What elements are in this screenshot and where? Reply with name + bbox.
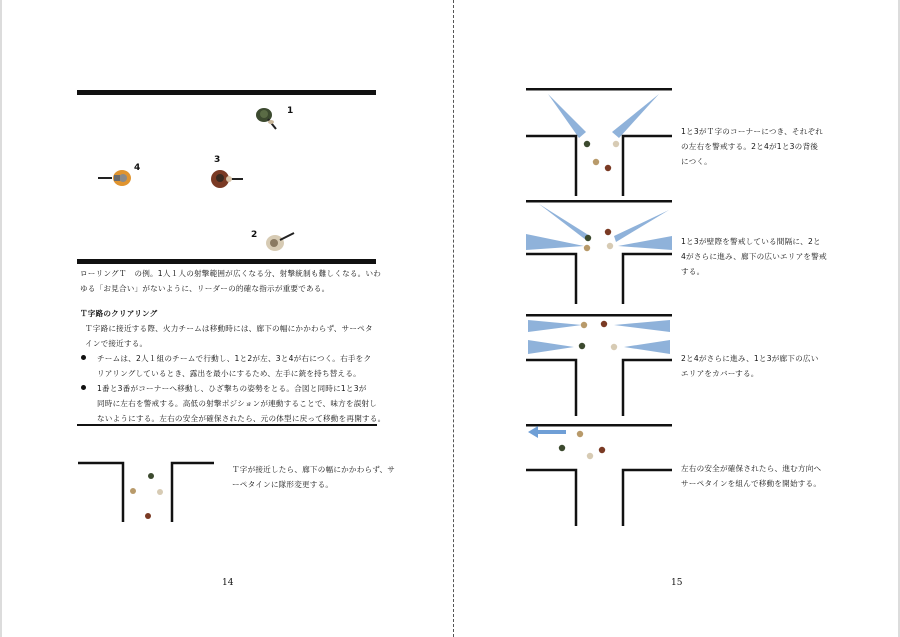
step-2-diagram — [524, 200, 674, 306]
left-page — [2, 0, 449, 637]
step-1-diagram — [524, 88, 674, 198]
top-rule — [77, 90, 376, 95]
bullet-dot — [81, 355, 86, 360]
figure-label-4: 4 — [134, 163, 141, 173]
bullet-2-line-1: 1番と3番がコーナーへ移動し、ひざ撃ちの姿勢をとる。合図と同時に1と3が — [97, 384, 367, 393]
page-number-right: 15 — [671, 578, 683, 588]
section-title: Ｔ字路のクリアリング — [80, 309, 158, 318]
soldier-4-figure — [98, 166, 138, 194]
step-4-diagram — [524, 424, 674, 528]
step-3-line-1: 2と4がさらに進み、1と3が廊下の広い — [681, 354, 819, 363]
step-3-line-2: エリアをカバーする。 — [681, 369, 759, 378]
step-1-line-2: の左右を警戒する。2と4が1と3の背後 — [681, 142, 819, 151]
step-3-diagram — [524, 314, 674, 418]
bullet-dot — [81, 385, 86, 390]
soldier-3-figure — [208, 166, 246, 196]
figure-label-2: 2 — [251, 230, 258, 240]
step-4-line-2: サーペタインを組んで移動を開始する。 — [681, 479, 822, 488]
step-2-line-1: 1と3が壁際を警戒している間隔に、2と — [681, 237, 821, 246]
figure-bottom-rule — [77, 259, 376, 264]
bullet-1-line-1: チームは、2人１組のチームで行動し、1と2が左、3と4が右につく。右手をク — [97, 354, 372, 363]
figure-label-3: 3 — [214, 155, 221, 165]
bottom-caption-line-1: Ｔ字が接近したら、廊下の幅にかかわらず、サ — [232, 465, 396, 474]
page-number-left: 14 — [222, 578, 234, 588]
right-page — [452, 0, 898, 637]
serpentine-t-diagram — [76, 460, 216, 530]
bullet-2-line-3: ないようにする。左右の安全が確保されたら、元の体型に戻って移動を再開する。 — [97, 414, 386, 423]
section-bottom-rule — [77, 424, 377, 426]
page-divider — [453, 0, 454, 637]
step-1-line-1: 1と3がＴ字のコーナーにつき、それぞれ — [681, 127, 824, 136]
figure-caption-line-2: ゆる「お見合い」がないように、リーダーの的確な指示が重要である。 — [80, 284, 330, 293]
bullet-2-line-2: 同時に左右を警戒する。高低の射撃ポジションが連動することで、味方を誤射し — [97, 399, 378, 408]
soldier-1-figure — [252, 105, 280, 135]
intro-line-2: インで接近する。 — [85, 339, 148, 348]
book-spine — [449, 0, 452, 637]
bullet-1-line-2: リアリングしているとき、露出を最小にするため、左手に銃を持ち替える。 — [97, 369, 361, 378]
figure-label-1: 1 — [287, 106, 294, 116]
step-4-line-1: 左右の安全が確保されたら、進む方向へ — [681, 464, 822, 473]
figure-caption-line-1: ローリングＴ の例。1人１人の射撃範囲が広くなる分、射撃統制も難しくなる。いわ — [80, 269, 382, 278]
bottom-caption-line-2: ーペタインに隊形変更する。 — [232, 480, 334, 489]
intro-line-1: Ｔ字路に接近する際、火力チームは移動時には、廊下の幅にかかわらず、サーペタ — [85, 324, 373, 333]
soldier-2-figure — [262, 230, 296, 258]
step-2-line-3: する。 — [681, 267, 705, 276]
step-1-line-3: につく。 — [681, 157, 712, 166]
step-2-line-2: 4がさらに進み、廊下の広いエリアを警戒 — [681, 252, 827, 261]
